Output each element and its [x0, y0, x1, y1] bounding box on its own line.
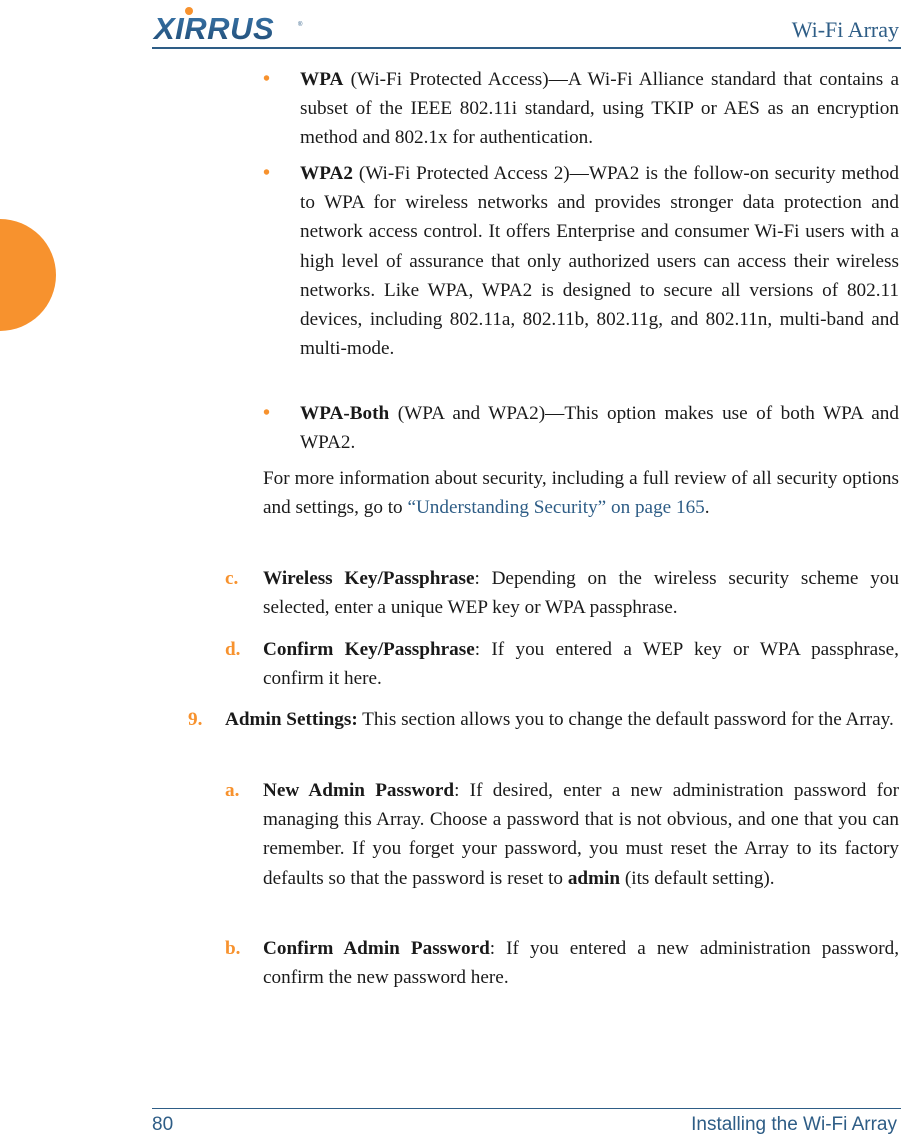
bullet-wpa: WPA (Wi-Fi Protected Access)—A Wi-Fi Alliance standard that contains a subset of the IEEE 802.11i standard, using TKIP or AES as an encryption method and 802.1x for authentication.	[300, 69, 899, 149]
xirrus-logo	[152, 6, 304, 42]
substep-confirm-key: Confirm Key/Passphrase: If you entered a WEP key or WPA passphrase, confirm it here.	[263, 639, 899, 690]
header-title: Wi-Fi Array	[791, 17, 899, 42]
bullet-marker: •	[263, 68, 271, 90]
substep-marker-b: b.	[225, 938, 241, 959]
term-wpa: WPA	[300, 69, 344, 90]
bullet-wpa-both: WPA-Both (WPA and WPA2)—This option makes use of both WPA and WPA2.	[300, 403, 899, 454]
bullet-marker: •	[263, 162, 271, 184]
step-marker-9: 9.	[188, 709, 203, 730]
bullet-marker: •	[263, 402, 271, 424]
svg-text:®: ®	[298, 22, 303, 28]
footer-divider	[152, 1108, 901, 1109]
substep-wireless-key: Wireless Key/Passphrase: Depending on the wireless security scheme you selected, enter a unique WEP key or WPA passphrase.	[263, 568, 899, 619]
term-wpa2: WPA2	[300, 163, 353, 184]
logo-wordmark: XIRRUS	[154, 11, 275, 42]
substep-new-admin-password: New Admin Password: If desired, enter a new administration password for managing this Array. Choose a password that is not obvious, and one that you can remember. If you forget your password, you must reset the Array to its factory defaults so that the password is reset to admin (its default setting).	[263, 780, 899, 889]
footer-section-title: Installing the Wi-Fi Array	[691, 1114, 897, 1135]
bullet-wpa2: WPA2 (Wi-Fi Protected Access 2)—WPA2 is the follow-on security method to WPA for wireless networks and provides stronger data protection and network access control. It offers Enterprise and consumer Wi-Fi users with a high level of assurance that only authorized users can access their wireless networks. Like WPA, WPA2 is designed to secure all versions of 802.11 devices, including 802.11a, 802.11b, 802.11g, and 802.11n, multi-band and multi-mode.	[300, 163, 899, 360]
substep-marker-d: d.	[225, 639, 241, 660]
chapter-tab-marker	[0, 219, 56, 331]
substep-marker-c: c.	[225, 568, 239, 589]
security-note: For more information about security, including a full review of all security options and settings, go to “Understanding Security” on page 165.	[263, 468, 899, 519]
header-divider	[152, 47, 901, 49]
step-admin-settings: Admin Settings: This section allows you to change the default password for the Array.	[225, 709, 894, 730]
term-wpa-both: WPA-Both	[300, 403, 390, 424]
page-number: 80	[152, 1114, 174, 1135]
substep-confirm-admin-password: Confirm Admin Password: If you entered a new administration password, confirm the new password here.	[263, 938, 899, 989]
substep-marker-a: a.	[225, 780, 240, 801]
understanding-security-link[interactable]: “Understanding Security” on page 165	[407, 497, 705, 519]
